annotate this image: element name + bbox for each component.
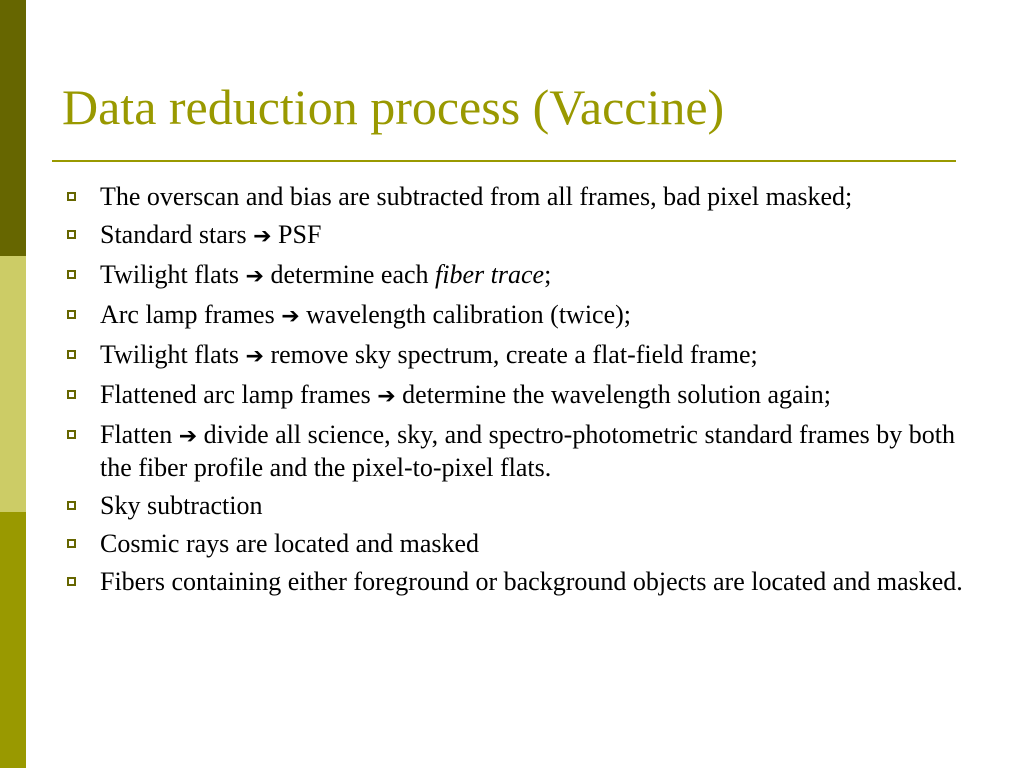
square-bullet-icon	[67, 430, 76, 439]
title-divider	[52, 160, 956, 162]
list-item	[64, 219, 964, 252]
square-bullet-icon	[67, 390, 76, 399]
list-item	[64, 566, 964, 597]
list-item	[64, 259, 964, 292]
bullet-text: determine each	[270, 260, 429, 289]
decorative-sidebar-olive	[0, 512, 26, 768]
list-item	[64, 379, 964, 412]
bullet-text: remove sky spectrum, create a flat-field frame;	[270, 340, 758, 369]
bullet-text: divide all science, sky, and spectro-photometric standard frames by both the fiber profile and the pixel-to-pixel flats.	[100, 420, 956, 482]
list-item	[64, 419, 964, 483]
square-bullet-icon	[67, 350, 76, 359]
decorative-sidebar-light	[0, 256, 26, 512]
square-bullet-icon	[67, 310, 76, 319]
square-bullet-icon	[67, 270, 76, 279]
bullet-text: determine the wavelength solution again;	[402, 380, 832, 409]
list-item	[64, 181, 964, 212]
arrow-right-icon: ➔	[377, 384, 396, 409]
bullet-text: ;	[544, 260, 552, 289]
square-bullet-icon	[67, 577, 76, 586]
bullet-emphasis: fiber trace	[435, 260, 545, 289]
square-bullet-icon	[67, 539, 76, 548]
bullet-text: Fibers containing either foreground or background objects are located and masked.	[100, 567, 963, 596]
bullet-text: PSF	[278, 220, 322, 249]
bullet-text: wavelength calibration (twice);	[306, 300, 632, 329]
bullet-text: Twilight flats	[100, 340, 240, 369]
list-item	[64, 490, 964, 521]
bullet-text: Sky subtraction	[100, 491, 263, 520]
bullet-text: Cosmic rays are located and masked	[100, 529, 480, 558]
arrow-right-icon: ➔	[281, 304, 300, 329]
square-bullet-icon	[67, 230, 76, 239]
arrow-right-icon: ➔	[178, 424, 198, 449]
arrow-right-icon: ➔	[253, 224, 272, 249]
square-bullet-icon	[67, 192, 76, 201]
decorative-sidebar-dark	[0, 0, 26, 256]
bullet-text: Flatten	[100, 420, 173, 449]
bullet-text: The overscan and bias are subtracted from all frames, bad pixel masked;	[100, 182, 853, 211]
list-item	[64, 299, 964, 332]
bullet-text: Standard stars	[100, 220, 247, 249]
arrow-right-icon: ➔	[245, 344, 264, 369]
bullet-text: Flattened arc lamp frames	[100, 380, 371, 409]
arrow-right-icon: ➔	[245, 264, 264, 289]
slide-title: Data reduction process (Vaccine)	[62, 79, 725, 135]
list-item	[64, 528, 964, 559]
bullet-text: Twilight flats	[100, 260, 240, 289]
list-item	[64, 339, 964, 372]
bullet-list	[64, 181, 964, 604]
square-bullet-icon	[67, 501, 76, 510]
bullet-text: Arc lamp frames	[100, 300, 275, 329]
